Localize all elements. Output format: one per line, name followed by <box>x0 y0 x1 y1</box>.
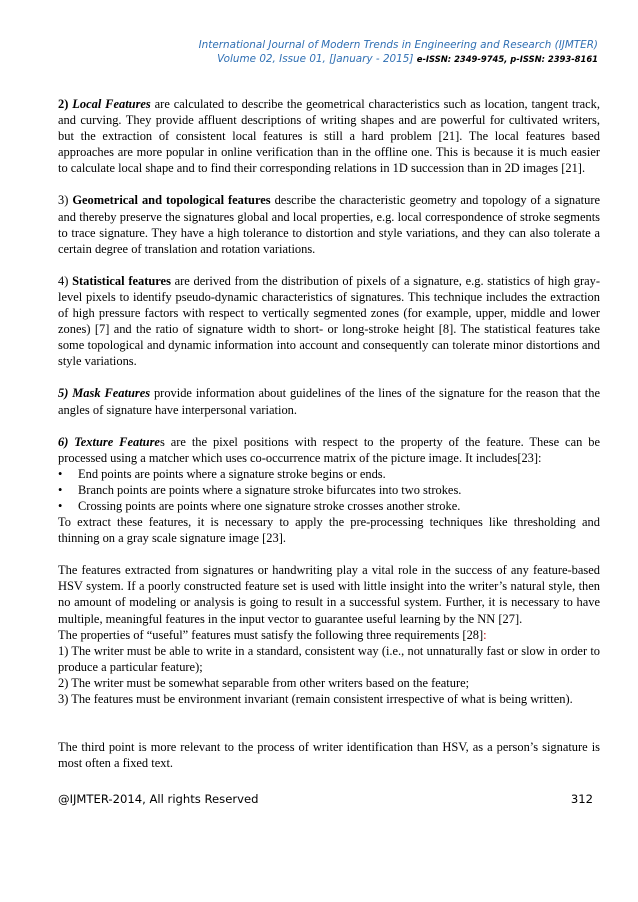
list-item-text: Branch points are points where a signature stroke bifurcates into two strokes. <box>78 482 462 497</box>
journal-volume-line <box>217 52 598 66</box>
bullet-icon: • <box>58 466 63 481</box>
list-item <box>58 482 600 498</box>
footer-copyright: @IJMTER-2014, All rights Reserved <box>58 792 259 806</box>
paragraph-text: are derived from the distribution of pixels of a signature, e.g. statistics of high gray-level pixels to identify pseudo-dynamic characteristics of signatures. This technique includes the extraction of high pressure factors with respect to vertically segmented zones (for example, upper, middle and lower zones) [7] and the ratio of signature width to short- or long-stroke height [8]. The statistical features take some topological and dynamic information into account and consequently can tolerate minor distortions and style variations. <box>58 273 600 369</box>
item-number: 3) <box>58 193 69 208</box>
list-item-text: Crossing points are points where one signature stroke crosses another stroke. <box>78 498 461 513</box>
term-statistical-features: Statistical features <box>72 273 171 288</box>
requirement-item: 3) The features must be environment invariant (remain consistent irrespective of what is being written). <box>58 692 573 706</box>
page-number: 312 <box>570 792 593 806</box>
paragraph-text: provide information about guidelines of the lines of the signature for the reason that the angles of signature have interpersonal variation. <box>58 386 600 417</box>
paragraph-statistical-features <box>58 273 600 370</box>
list-item <box>58 498 600 514</box>
requirement-item: 1) The writer must be able to write in a standard, consistent way (i.e., not unnaturally fast or slow in order to produce a particular feature); <box>58 643 600 674</box>
paragraph-preprocessing: To extract these features, it is necessary to apply the pre-processing techniques like thresholding and thinning on a gray scale signature image [23]. <box>58 515 600 546</box>
paragraph-geometrical-features <box>58 192 600 256</box>
journal-title: International Journal of Modern Trends in Engineering and Research (IJMTER) <box>198 39 598 51</box>
list-item <box>58 466 600 482</box>
page-footer <box>58 792 593 806</box>
journal-volume: Volume 02, Issue 01, [January - 2015] <box>217 53 414 65</box>
term-mask-features: 5) Mask Features <box>58 386 151 401</box>
paragraph-features-role: The features extracted from signatures or handwriting play a vital role in the success of any feature-based HSV system. If a poorly constructed feature set is used with little insight into the writer’s natural style, then no amount of modeling or analysis is going to result in a successful system. Further, it is necessary to have multiple, meaningful features in the input vector to guarantee useful learning by the NN [27]. <box>58 563 600 626</box>
paragraph-mask-features <box>58 385 600 417</box>
requirements-intro: The properties of “useful” features must satisfy the following three requirements [28]: <box>58 627 487 642</box>
term-geometrical-topological: Geometrical and topological features <box>72 193 271 208</box>
list-item-text: End points are points where a signature stroke begins or ends. <box>78 466 386 481</box>
paragraph-texture-features <box>58 434 600 466</box>
journal-issn: e-ISSN: 2349-9745, p-ISSN: 2393-8161 <box>416 54 598 64</box>
requirement-item: 2) The writer must be somewhat separable from other writers based on the feature; <box>58 675 470 690</box>
paragraph-text: are calculated to describe the geometrical characteristics such as location, tangent track, and curving. They provide affluent descriptions of writing shapes and are powerful for cultivated writers, but the extraction of consistent local features is still a hard problem [21]. The local features based approaches are more popular in online verification than in the offline one. This is because it is much easier to calculate local shape and to find their corresponding relations in 1D succession than in 2D images [21]. <box>58 97 601 176</box>
body-text <box>58 96 600 771</box>
term-local-features: Local Features <box>72 97 151 111</box>
item-number: 4) <box>58 273 69 288</box>
term-texture-feature: 6) Texture Feature <box>58 434 160 449</box>
paragraph-closing: The third point is more relevant to the process of writer identification than HSV, as a person’s signature is most often a fixed text. <box>58 740 600 771</box>
term-suffix: s <box>159 434 165 449</box>
item-number: 2) <box>58 97 69 111</box>
bullet-icon: • <box>58 482 63 497</box>
bullet-icon: • <box>58 498 63 513</box>
paragraph-local-features <box>58 96 600 176</box>
red-colon: : <box>483 627 487 642</box>
paragraph-text: are the pixel positions with respect to the property of the feature. These can be processed using a matcher which uses co-occurrence matrix of the picture image. It includes[23]: <box>58 434 600 465</box>
paragraph-text: describe the characteristic geometry and topology of a signature and thereby preserve the signatures global and local properties, e.g. local correspondence of stroke segments to trace signature. They have a high tolerance to distortion and style variations, and they can also tolerate a certain degree of translation and rotation variations. <box>58 193 600 256</box>
